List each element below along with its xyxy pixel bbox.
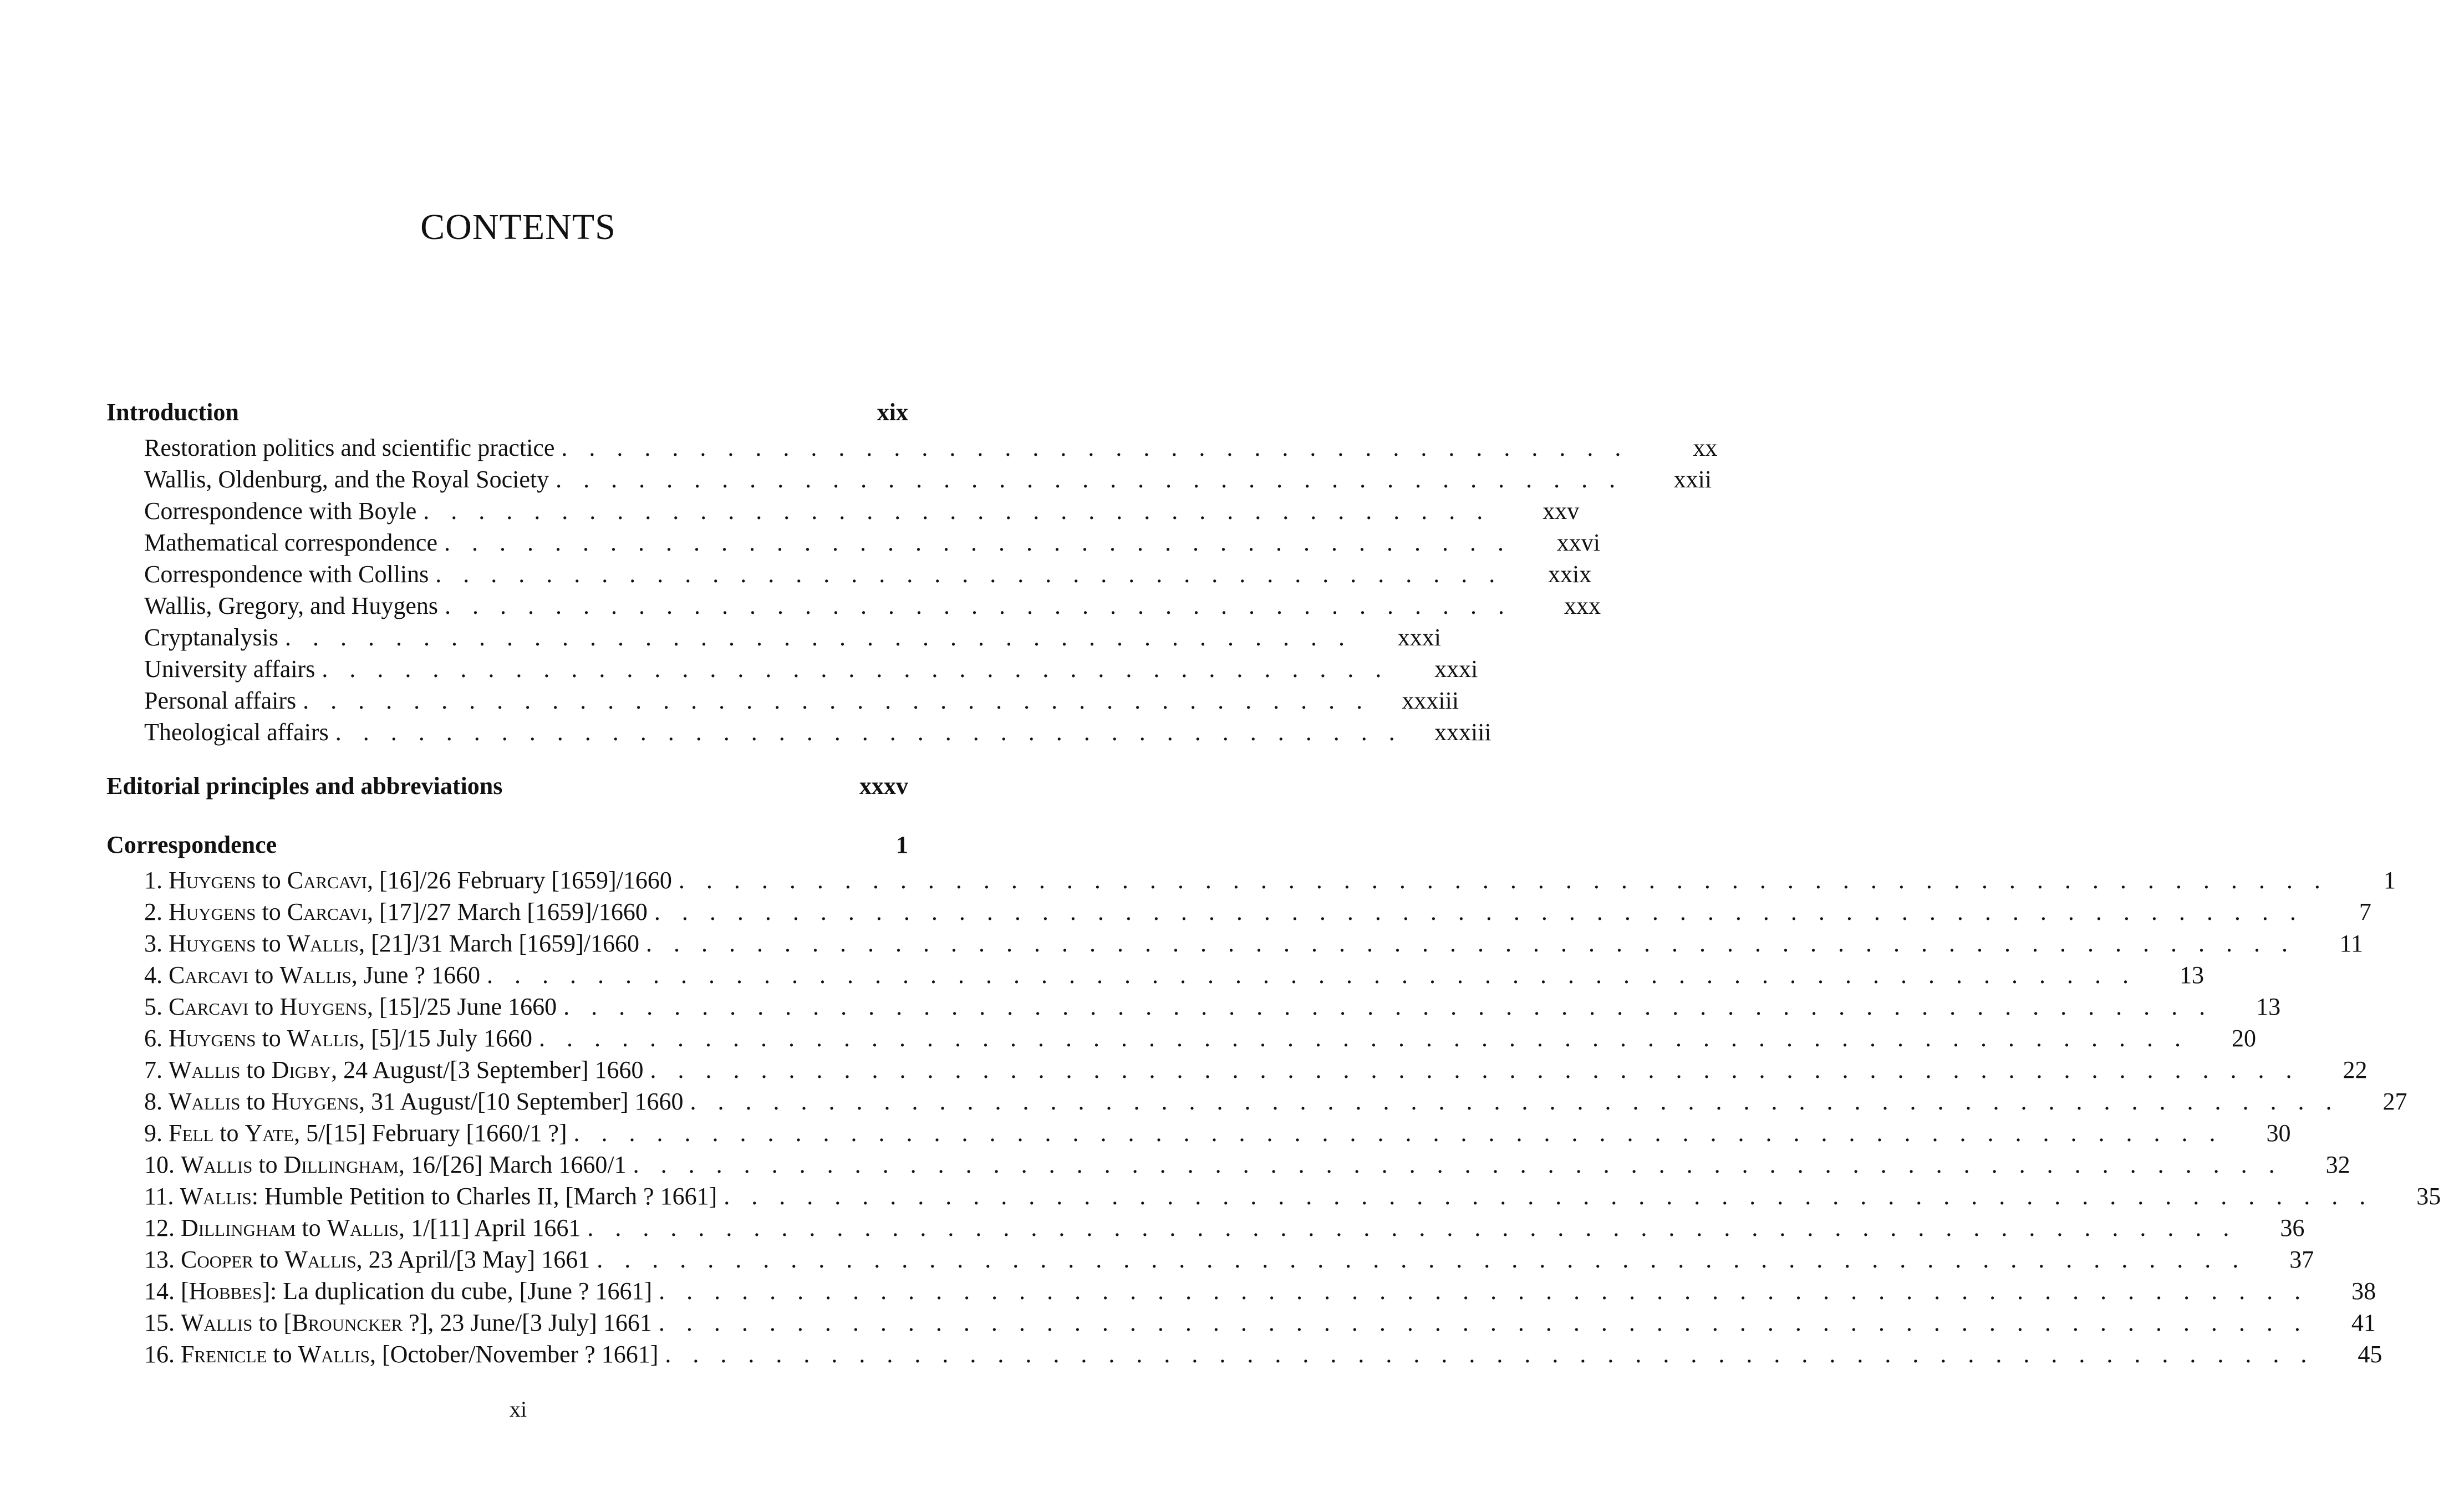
leader-dots: . . . . . . . . . . . . . . . . . . . . . . . . . . . . . . . . . . . . . . . . . . . . . . . . . . . . . . . . . . . . bbox=[597, 1246, 2247, 1273]
letter-date: , [15]/25 June 1660 bbox=[366, 993, 557, 1020]
letter-sender: Hobbes bbox=[189, 1277, 262, 1305]
toc-entry[interactable] bbox=[106, 497, 1580, 528]
letter-sender: Wallis bbox=[180, 1183, 252, 1210]
letter-recipient: Dillingham bbox=[283, 1151, 399, 1178]
letter-sender: Dillingham bbox=[181, 1214, 296, 1241]
leader-dots: . . . . . . . . . . . . . . . . . . . . . . . . . . . . . . . . . . . . . . . . . . . . . . . . . . . . . . . . . . . . bbox=[650, 1056, 2300, 1083]
letter-date: , 31 August/[10 September] 1660 bbox=[359, 1088, 684, 1115]
letter-number: 2. bbox=[144, 898, 162, 925]
letter-page: 13 bbox=[2179, 961, 2204, 989]
letter-recipient: Wallis bbox=[287, 930, 359, 957]
letter-entry[interactable] bbox=[106, 1150, 2350, 1182]
section-heading-editorial[interactable] bbox=[106, 772, 931, 807]
letter-number: 14. bbox=[144, 1277, 175, 1305]
letter-number: 9. bbox=[144, 1119, 162, 1147]
letter-page: 35 bbox=[2416, 1183, 2441, 1210]
leader-dots: . . . . . . . . . . . . . . . . . . . . . . . . . . . . . . . . . . . . . . . bbox=[284, 624, 1352, 651]
letter-date: , [16]/26 February [1659]/1660 bbox=[366, 867, 672, 894]
letter-recipient: Wallis bbox=[284, 1246, 357, 1273]
toc-entry-title: Mathematical correspondence bbox=[144, 529, 437, 556]
letter-page: 13 bbox=[2256, 993, 2281, 1020]
leader-dots: . . . . . . . . . . . . . . . . . . . . . . . . . . . . . . . . . . . . . . . . . . . . . . . . . . . . . . . . . . . . bbox=[539, 1025, 2188, 1052]
letter-entry-title bbox=[144, 1024, 532, 1052]
letter-entry[interactable] bbox=[106, 1119, 2291, 1150]
letter-sender: Wallis bbox=[181, 1151, 253, 1178]
section-title: Editorial principles and abbreviations bbox=[106, 772, 503, 800]
toc-entry-page: xxx bbox=[1564, 592, 1601, 619]
toc-entry-page: xxxi bbox=[1397, 624, 1441, 651]
letter-entry[interactable] bbox=[106, 1182, 2441, 1214]
letter-date: ?], 23 June/[3 July] 1661 bbox=[403, 1309, 652, 1336]
letter-entry-title bbox=[144, 1119, 567, 1147]
leader-dots: . . . . . . . . . . . . . . . . . . . . . . . . . . . . . . . . . . . . . . . . . . . . . . . . . . . . . . . . . . . . bbox=[654, 898, 2304, 925]
letter-recipient: Wallis bbox=[287, 1025, 359, 1052]
leader-dots: . . . . . . . . . . . . . . . . . . . . . . . . . . . . . . . . . . . . . . . . . . . . . . . . . . . . . . . . . . . . bbox=[658, 1309, 2308, 1336]
letter-recipient: Brouncker bbox=[292, 1309, 403, 1336]
section-page: xix bbox=[877, 399, 908, 426]
toc-entry-title: Personal affairs bbox=[144, 687, 297, 714]
letter-entry-title bbox=[144, 1150, 627, 1179]
letter-page: 20 bbox=[2232, 1025, 2256, 1052]
letter-connector: to bbox=[256, 898, 287, 925]
toc-entry[interactable] bbox=[106, 718, 1491, 750]
letter-number: 10. bbox=[144, 1151, 175, 1178]
letter-connector: to bbox=[240, 1088, 272, 1115]
toc-entry-page: xxv bbox=[1542, 497, 1580, 525]
leader-dots: . . . . . . . . . . . . . . . . . . . . . . . . . . . . . . . . . . . . . . . bbox=[303, 687, 1371, 714]
letter-sender: Carcavi bbox=[169, 961, 249, 989]
letter-connector: to bbox=[253, 1246, 285, 1273]
letter-number: 13. bbox=[144, 1246, 175, 1273]
letter-number: 11. bbox=[144, 1183, 174, 1210]
letter-date: , 24 August/[3 September] 1660 bbox=[331, 1056, 644, 1083]
letter-sender: Frenicle bbox=[181, 1341, 267, 1368]
letter-entry-title bbox=[144, 1340, 658, 1368]
section-heading-correspondence[interactable] bbox=[106, 831, 931, 866]
table-of-contents bbox=[106, 398, 2441, 1372]
toc-entry-page: xxix bbox=[1548, 561, 1592, 588]
letter-number: 7. bbox=[144, 1056, 162, 1083]
letter-entry[interactable] bbox=[106, 1214, 2305, 1245]
toc-entry-page: xxxi bbox=[1434, 655, 1478, 683]
toc-entry[interactable] bbox=[106, 560, 1592, 592]
letter-connector: : Humble Petition to Charles II, [March ? 1661] bbox=[251, 1183, 717, 1210]
page-number: xi bbox=[509, 1397, 527, 1422]
letter-sender: Wallis bbox=[169, 1056, 241, 1083]
toc-entry-title: Restoration politics and scientific practice bbox=[144, 434, 555, 461]
letter-entry-title bbox=[144, 1214, 581, 1242]
toc-entry[interactable] bbox=[106, 592, 1601, 623]
page-title: CONTENTS bbox=[420, 207, 616, 247]
letter-recipient: Yate bbox=[245, 1119, 294, 1147]
toc-entry-title: Wallis, Oldenburg, and the Royal Society bbox=[144, 466, 549, 493]
toc-entry[interactable] bbox=[106, 528, 1600, 560]
letter-number: 5. bbox=[144, 993, 162, 1020]
letter-page: 7 bbox=[2359, 898, 2371, 925]
letter-sender: Wallis bbox=[169, 1088, 241, 1115]
leader-dots: . . . . . . . . . . . . . . . . . . . . . . . . . . . . . . . . . . . . . . . . . . . . . . . . . . . . . . . . . . . . bbox=[659, 1277, 2309, 1305]
leader-dots: . . . . . . . . . . . . . . . . . . . . . . . . . . . . . . . . . . . . . . . . . . . . . . . . . . . . . . . . . . . . bbox=[690, 1088, 2340, 1115]
letter-page: 30 bbox=[2266, 1119, 2291, 1147]
toc-entry-page: xxii bbox=[1673, 466, 1712, 493]
letter-entry[interactable] bbox=[106, 1024, 2256, 1056]
toc-entry-title: University affairs bbox=[144, 655, 315, 683]
letter-sender: Fell bbox=[169, 1119, 214, 1147]
letter-connector: to bbox=[256, 867, 287, 894]
letter-entry[interactable] bbox=[106, 1245, 2314, 1277]
letter-recipient: Huygens bbox=[271, 1088, 359, 1115]
section-title: Introduction bbox=[106, 399, 239, 426]
letter-recipient: Carcavi bbox=[287, 898, 367, 925]
letter-recipient: Wallis bbox=[327, 1214, 399, 1241]
bracket: [ bbox=[181, 1277, 189, 1305]
section-title: Correspondence bbox=[106, 831, 277, 858]
toc-entry-title: Correspondence with Collins bbox=[144, 561, 429, 588]
letter-page: 32 bbox=[2325, 1151, 2350, 1178]
letter-entry[interactable] bbox=[106, 1277, 2376, 1309]
letter-connector: to bbox=[256, 930, 287, 957]
letter-date: , [21]/31 March [1659]/1660 bbox=[359, 930, 640, 957]
toc-entry[interactable] bbox=[106, 655, 1478, 686]
letter-entry-title bbox=[144, 929, 639, 958]
letter-entry-title bbox=[144, 1056, 644, 1084]
letter-number: 4. bbox=[144, 961, 162, 989]
letter-entry[interactable] bbox=[106, 1309, 2376, 1340]
letter-entry-title bbox=[144, 1277, 652, 1305]
leader-dots: . . . . . . . . . . . . . . . . . . . . . . . . . . . . . . . . . . . . . . . . . . . . . . . . . . . . . . . . . . . . bbox=[486, 961, 2136, 989]
letter-page: 38 bbox=[2351, 1277, 2376, 1305]
letter-sender: Carcavi bbox=[169, 993, 249, 1020]
letter-connector: to bbox=[213, 1119, 245, 1147]
leader-dots: . . . . . . . . . . . . . . . . . . . . . . . . . . . . . . . . . . . . . . . bbox=[423, 497, 1491, 525]
letter-sender: Huygens bbox=[169, 1025, 256, 1052]
letter-date: , June ? 1660 bbox=[351, 961, 480, 989]
letter-recipient: Carcavi bbox=[287, 867, 367, 894]
letter-sender: Huygens bbox=[169, 930, 256, 957]
letter-connector: to bbox=[256, 1025, 287, 1052]
leader-dots: . . . . . . . . . . . . . . . . . . . . . . . . . . . . . . . . . . . . . . . bbox=[561, 434, 1629, 461]
letter-date: , 23 April/[3 May] 1661 bbox=[356, 1246, 590, 1273]
letter-page: 36 bbox=[2280, 1214, 2305, 1241]
toc-entry-page: xxxiii bbox=[1402, 687, 1459, 714]
letter-entry-title bbox=[144, 961, 480, 989]
letter-number: 1. bbox=[144, 867, 162, 894]
letter-entry-title bbox=[144, 1182, 717, 1210]
letter-entry-title bbox=[144, 1245, 590, 1274]
letter-entry[interactable] bbox=[106, 992, 2281, 1024]
letter-entry[interactable] bbox=[106, 866, 2396, 898]
letter-recipient: Wallis bbox=[279, 961, 352, 989]
letter-connector: to bbox=[252, 1151, 284, 1178]
leader-dots: . . . . . . . . . . . . . . . . . . . . . . . . . . . . . . . . . . . . . . . . . . . . . . . . . . . . . . . . . . . . bbox=[573, 1119, 2223, 1147]
letter-entry-title bbox=[144, 866, 672, 894]
letter-connector: to bbox=[267, 1341, 298, 1368]
letter-sender: Cooper bbox=[181, 1246, 253, 1273]
letter-page: 37 bbox=[2289, 1246, 2314, 1273]
toc-entry-title: Cryptanalysis bbox=[144, 624, 278, 651]
letter-entry-title bbox=[144, 898, 648, 926]
letter-recipient: Digby bbox=[271, 1056, 332, 1083]
letter-sender: Wallis bbox=[181, 1309, 253, 1336]
letter-entry[interactable] bbox=[106, 1087, 2407, 1119]
leader-dots: . . . . . . . . . . . . . . . . . . . . . . . . . . . . . . . . . . . . . . . . . . . . . . . . . . . . . . . . . . . . bbox=[646, 930, 2296, 957]
leader-dots: . . . . . . . . . . . . . . . . . . . . . . . . . . . . . . . . . . . . . . . . . . . . . . . . . . . . . . . . . . . . bbox=[665, 1341, 2315, 1368]
toc-entry[interactable] bbox=[106, 465, 1712, 497]
letter-entry[interactable] bbox=[106, 898, 2371, 929]
letter-entry[interactable] bbox=[106, 961, 2204, 992]
letter-number: 6. bbox=[144, 1025, 162, 1052]
letter-number: 12. bbox=[144, 1214, 175, 1241]
toc-entry-title: Theological affairs bbox=[144, 719, 329, 746]
letter-date: , 16/[26] March 1660/1 bbox=[399, 1151, 627, 1178]
leader-dots: . . . . . . . . . . . . . . . . . . . . . . . . . . . . . . . . . . . . . . . bbox=[335, 719, 1403, 746]
toc-entry[interactable] bbox=[106, 434, 1718, 465]
letter-sender: Huygens bbox=[169, 867, 256, 894]
letter-date: , 1/[11] April 1661 bbox=[399, 1214, 581, 1241]
leader-dots: . . . . . . . . . . . . . . . . . . . . . . . . . . . . . . . . . . . . . . . bbox=[322, 655, 1389, 683]
letter-number: 15. bbox=[144, 1309, 175, 1336]
toc-entry[interactable] bbox=[106, 623, 1441, 655]
toc-entry-title: Wallis, Gregory, and Huygens bbox=[144, 592, 439, 619]
letter-connector: to bbox=[248, 993, 280, 1020]
letter-connector: ]: La duplication du cube, [June ? 1661] bbox=[262, 1277, 653, 1305]
leader-dots: . . . . . . . . . . . . . . . . . . . . . . . . . . . . . . . . . . . . . . . . . . . . . . . . . . . . . . . . . . . . bbox=[678, 867, 2328, 894]
letter-page: 41 bbox=[2351, 1309, 2376, 1336]
toc-entry-page: xx bbox=[1693, 434, 1718, 461]
letter-date: , 5/[15] February [1660/1 ?] bbox=[294, 1119, 567, 1147]
letter-page: 27 bbox=[2382, 1088, 2407, 1115]
leader-dots: . . . . . . . . . . . . . . . . . . . . . . . . . . . . . . . . . . . . . . . bbox=[444, 529, 1511, 556]
letter-date: , [October/November ? 1661] bbox=[369, 1341, 659, 1368]
toc-entry-page: xxvi bbox=[1556, 529, 1600, 556]
letter-entry[interactable] bbox=[106, 1340, 2382, 1372]
letter-entry-title bbox=[144, 1087, 684, 1116]
letter-recipient: Huygens bbox=[279, 993, 367, 1020]
letter-date: , [5]/15 July 1660 bbox=[359, 1025, 532, 1052]
section-page: xxxv bbox=[859, 772, 908, 800]
toc-entry-title: Correspondence with Boyle bbox=[144, 497, 417, 525]
section-heading-introduction[interactable] bbox=[106, 398, 931, 434]
letter-sender: Huygens bbox=[169, 898, 256, 925]
leader-dots: . . . . . . . . . . . . . . . . . . . . . . . . . . . . . . . . . . . . . . . . . . . . . . . . . . . . . . . . . . . . bbox=[563, 993, 2213, 1020]
correspondence-list bbox=[106, 866, 2441, 1372]
section-page: 1 bbox=[896, 831, 908, 858]
letter-connector: to [ bbox=[252, 1309, 292, 1336]
leader-dots: . . . . . . . . . . . . . . . . . . . . . . . . . . . . . . . . . . . . . . . . . . . . . . . . . . . . . . . . . . . . bbox=[587, 1214, 2237, 1241]
leader-dots: . . . . . . . . . . . . . . . . . . . . . . . . . . . . . . . . . . . . . . . . . . . . . . . . . . . . . . . . . . . . bbox=[724, 1183, 2374, 1210]
toc-entry[interactable] bbox=[106, 686, 1459, 718]
letter-connector: to bbox=[240, 1056, 272, 1083]
leader-dots: . . . . . . . . . . . . . . . . . . . . . . . . . . . . . . . . . . . . . . . bbox=[556, 466, 1623, 493]
leader-dots: . . . . . . . . . . . . . . . . . . . . . . . . . . . . . . . . . . . . . . . bbox=[435, 561, 1503, 588]
toc-entry-page: xxxiii bbox=[1434, 719, 1491, 746]
letter-number: 8. bbox=[144, 1088, 162, 1115]
letter-entry[interactable] bbox=[106, 1056, 2368, 1087]
letter-connector: to bbox=[296, 1214, 327, 1241]
letter-entry-title bbox=[144, 992, 557, 1021]
letter-page: 45 bbox=[2358, 1341, 2382, 1368]
leader-dots: . . . . . . . . . . . . . . . . . . . . . . . . . . . . . . . . . . . . . . . bbox=[445, 592, 1513, 619]
letter-connector: to bbox=[248, 961, 280, 989]
leader-dots: . . . . . . . . . . . . . . . . . . . . . . . . . . . . . . . . . . . . . . . . . . . . . . . . . . . . . . . . . . . . bbox=[633, 1151, 2283, 1178]
letter-page: 1 bbox=[2383, 867, 2396, 894]
letter-page: 11 bbox=[2339, 930, 2364, 957]
letter-number: 3. bbox=[144, 930, 162, 957]
letter-entry[interactable] bbox=[106, 929, 2364, 961]
letter-entry-title bbox=[144, 1309, 652, 1337]
letter-date: , [17]/27 March [1659]/1660 bbox=[366, 898, 648, 925]
letter-recipient: Wallis bbox=[298, 1341, 370, 1368]
letter-page: 22 bbox=[2343, 1056, 2368, 1083]
letter-number: 16. bbox=[144, 1341, 175, 1368]
